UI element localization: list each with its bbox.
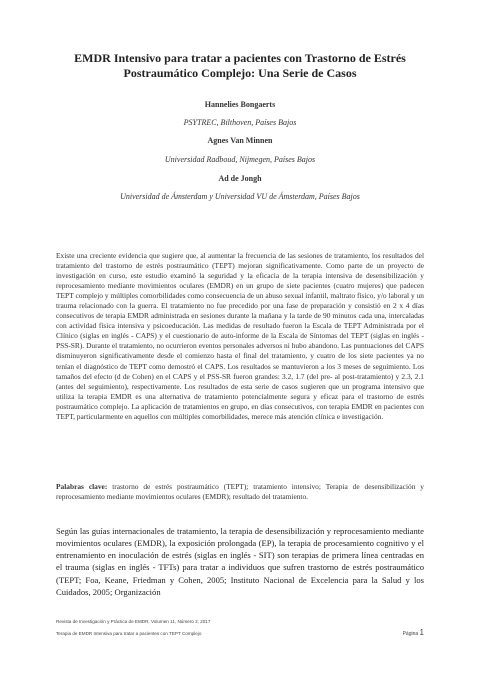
author-name: Agnes Van Minnen	[207, 136, 273, 145]
body-paragraph: Según las guías internacionales de tratamiento, la terapia de desensibilización y reprocesamiento mediante movimientos oculares (EMDR), la exposición prolongada (EP), la terapia de procesamiento cognitivo y el entrenamiento en inoculación de estrés (siglas en inglés - SIT) son terapias de primera línea centradas en el trauma (siglas en inglés - TFTs) para tratar a individuos que sufren trastorno de estrés postraumático (TEPT; Foa, Keane, Friedman y Cohen, 2005; Instituto Nacional de Excelencia para la Salud y los Cuidados, 2005; Organización	[56, 526, 424, 597]
footer-running-title: Terapia de EMDR Intensiva para tratar a pacientes con TEPT Complejo	[56, 631, 202, 636]
article-title: EMDR Intensivo para tratar a pacientes con Trastorno de Estrés Postraumático Complejo: Una Serie de Casos	[74, 51, 406, 80]
abstract: Existe una creciente evidencia que sugiere que, al aumentar la frecuencia de las sesiones de tratamiento, los resultados del tratamiento del trastorno de estrés postraumático (TEPT) mejoran significativamente. Como parte de un proyecto de investigación en curso, este estudio examinó la seguridad y la eficacia de la terapia intensiva de desensibilización y reprocesamiento mediante movimientos oculares (EMDR) en un grupo de siete pacientes (cuatro mujeres) que padecen TEPT complejo y múltiples comorbilidades como consecuencia de un abuso sexual infantil, maltrato físico, y/o laboral y un trauma relacionado con la guerra. El tratamiento no fue precedido por una fase de preparación y consistió en 2 x 4 días consecutivos de terapia EMDR administrada en sesiones durante la mañana y la tarde de 90 minutos cada una, intercaladas con actividad física intensiva y psicoeducación. Las medidas de resultado fueron la Escala de TEPT Administrada por el Clínico (siglas en inglés - CAPS) y el cuestionario de auto-informe de la Escala de Síntomas del TEPT (siglas en inglés - PSS-SR). Durante el tratamiento, no ocurrieron eventos personales adversos ni hubo abandono. Las puntuaciones del CAPS disminuyeron significativamente desde el comienzo hasta el final del tratamiento, y cuatro de los siete pacientes ya no tenían el diagnóstico de TEPT como demostró el CAPS. Los resultados se mantuvieron a los 3 meses de seguimiento. Los tamaños del efecto (d de Cohen) en el CAPS y el PSS-SR fueron grandes: 3.2, 1.7 (del pre- al post-tratamiento) y 2.3, 2.1 (antes del seguimiento), respectivamente. Los resultados de esta serie de casos sugieren que un programa intensivo que utiliza la terapia EMDR es una alternativa de tratamiento potencialmente segura y eficaz para el trastorno de estrés postraumático complejo. La aplicación de tratamientos en grupo, en días consecutivos, con terapia EMDR en pacientes con TEPT, particularmente en aquellos con múltiples comorbilidades, merece más atención clínica e investigación.	[56, 251, 424, 421]
page-number	[403, 629, 424, 638]
author-affiliation: Universidad Radboud, Nijmegen, Países Bajos	[164, 155, 316, 164]
author-name: Ad de Jongh	[218, 174, 262, 183]
author-affiliation: PSYTREC, Bilthoven, Países Bajos	[183, 118, 297, 127]
page-number-value: 1	[419, 628, 424, 637]
author-name: Hannelies Bongaerts	[204, 100, 276, 109]
page-label: Página	[402, 631, 419, 637]
keywords	[56, 482, 424, 502]
author-affiliation: Universidad de Ámsterdam y Universidad VU de Ámsterdam, Países Bajos	[120, 192, 360, 201]
keywords-text: trastorno de estrés postraumático (TEPT); tratamiento intensivo; Terapia de desensibilización y reprocesamiento mediante movimientos oculares (EMDR); resultado del tratamiento.	[56, 482, 424, 502]
keywords-label: Palabras clave:	[56, 482, 108, 491]
footer-journal: Revista de Investigación y Práctica de EMDR, Volumen 11, Número 2, 2017	[56, 619, 211, 624]
